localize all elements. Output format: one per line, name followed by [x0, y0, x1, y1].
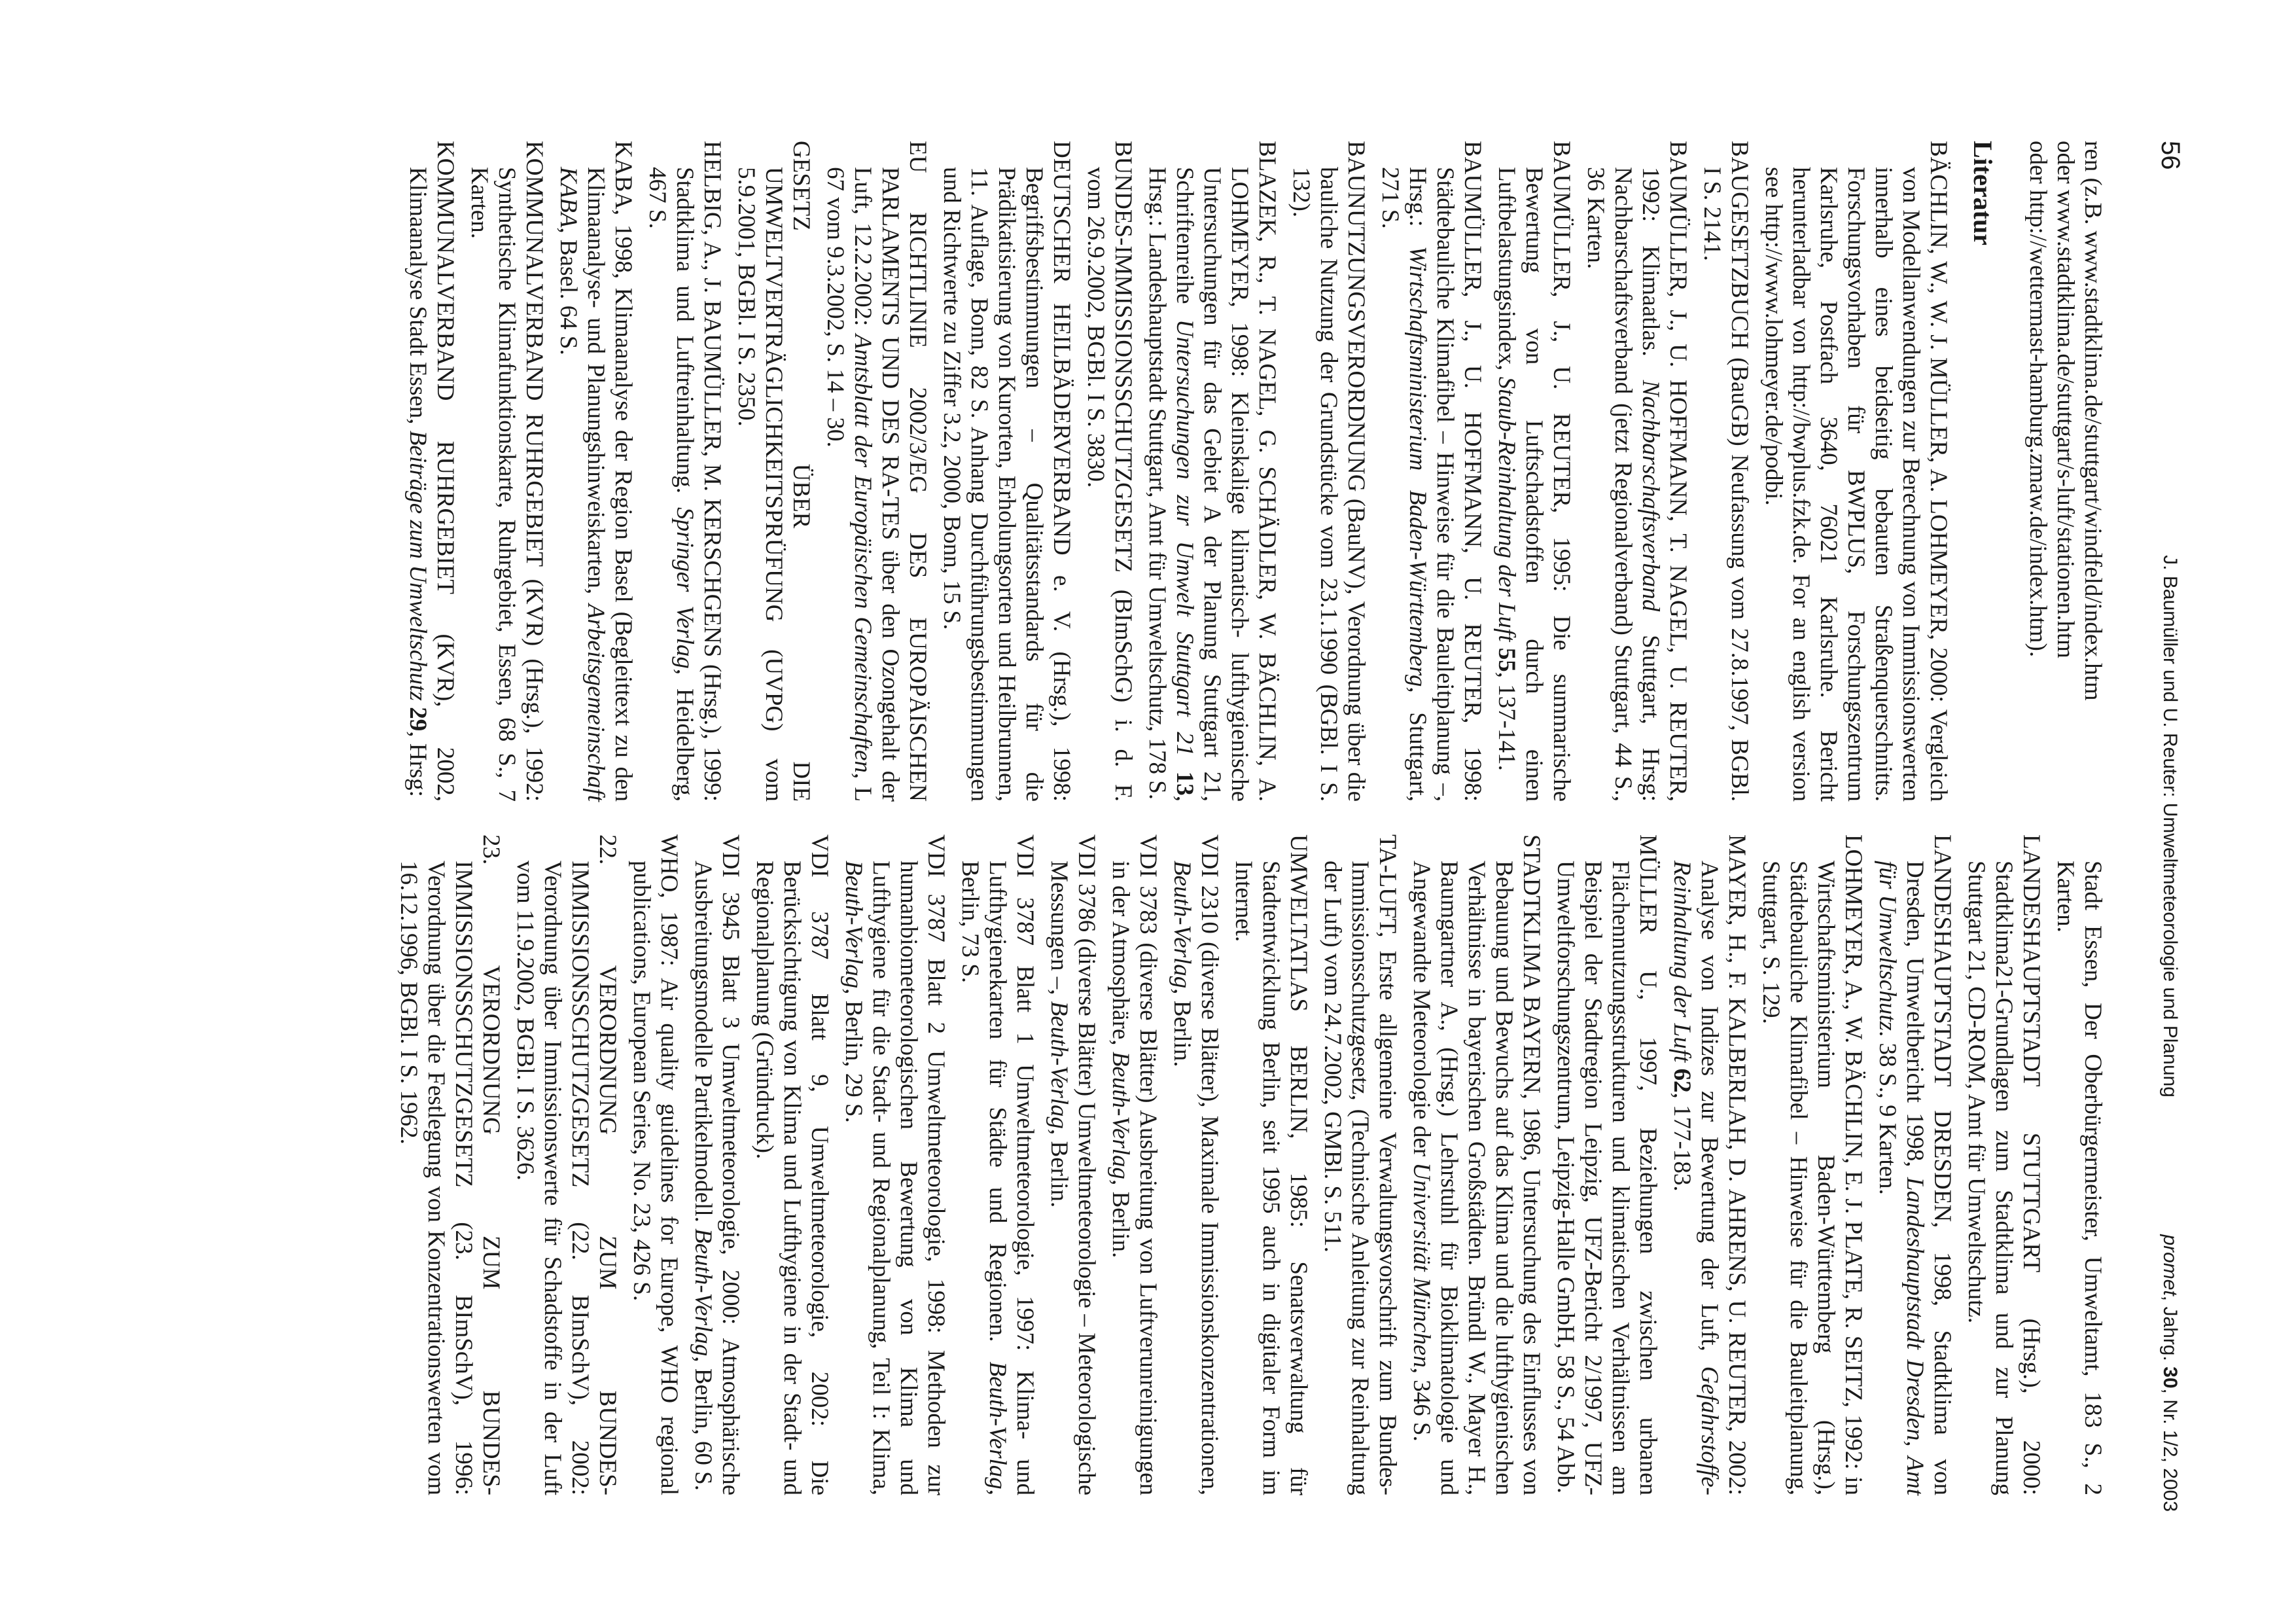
reference-entry: LOHMEYER, A., W. BÄCHLIN, E. J. PLATE, R. SEITZ, 1992: in Wirtschaftsministerium Baden-Württemberg (Hrsg.), Städtebauliche Klimafibel – Hinweise für die Bauleitplanung, Stuttgart, S. 129.: [1757, 834, 1867, 1495]
right-reference-list: [395, 834, 2106, 1495]
reference-entry: BAUMÜLLER, J., U. HOFFMANN, T. NAGEL, U. REUTER, 1992: Klimaatlas. Nachbarschaftsverband Stuttgart, Hrsg: Nachbarschaftsverband (jetzt Regionalverband) Stuttgart, 44 S., 36 Karten.: [1582, 141, 1691, 802]
reference-entry: VDI 2310 (diverse Blätter), Maximale Immissionskonzentrationen, Beuth-Verlag, Berlin.: [1169, 834, 1223, 1495]
reference-entry: BAUGESETZBUCH (BauGB) Neufassung vom 27.8.1997, BGBl. I S. 2141.: [1699, 141, 1753, 802]
intro-line: oder www.stadtklima.de/stuttgart/s-luft/stationen.htm: [2052, 141, 2079, 658]
reference-entry: VDI 3786 (diverse Blätter) Umweltmeteorologie – Meteorologische Messungen –, Beuth-Verlag, Berlin.: [1046, 834, 1100, 1495]
reference-entry: 23. VERORDNUNG ZUM BUNDES-IMMISSIONSSCHUTZGESETZ (23. BImSchV), 1996: Verordnung über die Festlegung von Konzentrationswerten vom 16.12.1996, BGBl. I S. 1962.: [395, 834, 504, 1495]
running-title: J. Baumüller und U. Reuter: Umweltmeteorologie und Planung: [2159, 555, 2181, 1097]
reference-entry: LANDESHAUPTSTADT STUTTGART (Hrsg.), 2000: Stadtklima21-Grundlagen zum Stadtklima und zur Planung Stuttgart 21, CD-ROM, Amt für Umweltschutz.: [1963, 834, 2045, 1495]
reference-entry: VDI 3945 Blatt 3 Umweltmeteorologie, 2000: Atmosphärische Ausbreitungsmodelle Partikelmodell. Beuth-Verlag, Berlin, 60 S.: [690, 834, 744, 1495]
reference-entry: VDI 3787 Blatt 2 Umweltmeteorologie, 1998: Methoden zur humanbiometeorologischen Bewertung von Klima und Lufthygiene für die Stadt- und Regionalplanung, Teil I: Klima, Beuth-Verlag, Berlin, 29 S.: [840, 834, 949, 1495]
reference-entry: 22. VERORDNUNG ZUM BUNDES-IMMISSIONSSCHUTZGESETZ (22. BImSchV), 2002: Verordnung über Immissionswerte für Schadstoffe in der Luft vom 11.9.2002, BGBl. I S. 3626.: [512, 834, 621, 1495]
intro-line: ren (z.B. www.stadtklima.de/stuttgart/windfeld/index.htm: [2079, 141, 2106, 701]
reference-entry: HELBIG, A., J. BAUMÜLLER, M. KERSCHGENS (Hrsg.), 1999: Stadtklima und Luftreinhaltung. Springer Verlag, Heidelberg, 467 S.: [644, 141, 726, 802]
reference-entry: KOMMUNALVERBAND RUHRGEBIET (KVR) (Hrsg.), 1992: Synthetische Klimafunktionskarte, Ruhrgebiet, Essen, 68 S., 7 Karten.: [466, 141, 548, 802]
page-number: 56: [2156, 141, 2185, 170]
reference-entry: MÜLLER U., 1997, Beziehungen zwischen urbanen Flächennutzungsstrukturen und klimatischen Verhältnissen am Beispiel der Stadtregion Leipzig, UFZ-Bericht 2/1997, UFZ-Umweltforschungszentrum, Leipzig-Halle GmbH, 58 S., 54 Abb.: [1552, 834, 1661, 1495]
journal-name: promet: [2159, 1234, 2181, 1296]
reference-entry: BAUMÜLLER, J., U. HOFFMANN, U. REUTER, 1998: Städtebauliche Klimafibel – Hinweise für die Bauleitplanung –, Hrsg.: Wirtschaftsministerium Baden-Württemberg, Stuttgart, 271 S.: [1377, 141, 1486, 802]
reference-entry: GESETZ ÜBER DIE UMWELTVERTRÄGLICHKEITSPRÜFUNG (UVPG) vom 5.9.2001, BGBl. I S. 2350.: [733, 141, 815, 802]
right-column: [388, 834, 2106, 1495]
journal-volume: 30: [2159, 1366, 2181, 1389]
reference-entry: BUNDES-IMMISSIONSSCHUTZGESETZ (BImSchG) i. d. F. vom 26.9.2002, BGBl. I S. 3830.: [1082, 141, 1137, 802]
reference-entry: WHO, 1987: Air quality guidelines for Europe, WHO regional publications, European Series, No. 23, 426 S.: [628, 834, 682, 1495]
reference-entry: KABA, 1998, Klimaanalyse der Region Basel (Begleittext zu den Klimaanalyse- und Planungshinweiskarten, Arbeitsgemeinschaft KABA, Basel. 64 S.: [555, 141, 637, 802]
reference-entry: VDI 3787 Blatt 1 Umweltmeteorologie, 1997: Klima- und Lufthygienekarten für Städte und Regionen. Beuth-Verlag, Berlin, 73 S.: [957, 834, 1038, 1495]
reference-entry: KOMMUNALVERBAND RUHRGEBIET (KVR), 2002, Klimaanalyse Stadt Essen, Beiträge zum Umweltschutz 29, Hrsg:: [404, 141, 459, 802]
left-column: [397, 141, 2106, 802]
reference-entry: BAUNUTZUNGSVERORDNUNG (BauNV), Verordnung über die bauliche Nutzung der Grundstücke vom 23.1.1990 (BGBl. I S. 132).: [1288, 141, 1369, 802]
intro-paragraph: [2024, 141, 2106, 802]
reference-entry: Stadt Essen, Der Oberbürgermeister, Umweltamt, 183 S., 2 Karten.: [2052, 861, 2106, 1495]
journal-issue: , Nr. 1/2, 2003: [2159, 1388, 2181, 1512]
reference-entry: UMWELTATLAS BERLIN, 1985: Senatsverwaltung für Stadtentwicklung Berlin, seit 1995 auch in digitaler Form im Internet.: [1230, 834, 1312, 1495]
page-header: [2146, 141, 2185, 1512]
reference-entry: BAUMÜLLER, J., U. REUTER, 1995: Die summarische Bewertung von Luftschadstoffen durch einen Luftbelastungsindex, Staub-Reinhaltung der Luft 55, 137-141.: [1493, 141, 1575, 802]
reference-entry: VDI 3787 Blatt 9, Umweltmeteorologie, 2002: Die Berücksichtigung von Klima und Lufthygiene in der Stadt- und Regionalplanung (Gründruck).: [751, 834, 833, 1495]
reference-entry: MAYER, H., F. KALBERLAH, D. AHRENS, U. REUTER, 2002: Analyse von Indizes zur Bewertung der Luft, Gefahrstoffe- Reinhaltung der Luft 62, 177-183.: [1669, 834, 1750, 1495]
reference-entry: TA-LUFT, Erste allgemeine Verwaltungsvorschrift zum Bundes-Immissionsschutzgesetz, (Technische Anleitung zur Reinhaltung der Luft) vom 24.7.2002, GMBl. S. 511.: [1319, 834, 1401, 1495]
intro-line: oder http://wettermast-hamburg.zmaw.de/index.htm).: [2024, 141, 2051, 658]
reference-entry: LANDESHAUPTSTADT DRESDEN, 1998, Stadtklima von Dresden, Umweltbericht 1998, Landeshauptstadt Dresden, Amt für Umweltschutz. 38 S., 9 Karten.: [1874, 834, 1956, 1496]
journal-year: , Jahrg.: [2159, 1295, 2181, 1367]
reference-entry: BÄCHLIN, W., W. J. MÜLLER, A. LOHMEYER, 2000: Vergleich von Modellanwendungen zur Berechnung von Immissionswerten innerhalb eines beidseitig bebauten Straßenquerschnitts. Forschungsvorhaben für BWPLUS, Forschungszentrum Karlsruhe, Postfach 3640, 76021 Karlsruhe. Bericht herunterladbar von http://bwplus.fzk.de. For an english version see http://www.lohmeyer.de/podbi.: [1760, 141, 1952, 802]
journal-reference: [2159, 1234, 2181, 1512]
reference-entry: EU RICHTLINIE 2002/3/EG DES EUROPÄISCHEN PARLAMENTS UND DES RA-TES über den Ozongehalt der Luft, 12.2.2002: Amtsblatt der Europäischen Gemeinschaften, L 67 vom 9.3.2002, S. 14 – 30.: [822, 141, 931, 802]
section-title-literatur: Literatur: [1968, 141, 1998, 245]
reference-entry: VDI 3783 (diverse Blätter) Ausbreitung von Luftverunreinigungen in der Atmosphäre, Beuth-Verlag, Berlin.: [1107, 834, 1161, 1495]
reference-entry: STADTKLIMA BAYERN, 1986, Untersuchung des Einflusses von Bebauung und Bewuchs auf das Klima und die lufthygienischen Verhältnisse in bayerischen Großstädten. Bründl W., Mayer H., Baumgartner A., (Hrsg.) Lehrstuhl für Bioklimatologie und Angewandte Meteorologie der Universität München, 346 S.: [1408, 834, 1545, 1495]
reference-entry: BLAZEK, R., T. NAGEL, G. SCHÄDLER, W. BÄCHLIN, A. LOHMEYER, 1998: Kleinskalige klimatisch- lufthygienische Untersuchungen für das Gebiet A der Planung Stuttgart 21, Schriftenreihe Untersuchungen zur Umwelt Stuttgart 21 13, Hrsg.: Landeshauptstadt Stuttgart, Amt für Umweltschutz, 178 S.: [1144, 141, 1280, 802]
reference-entry: DEUTSCHER HEILBÄDERVERBAND e. V. (Hrsg.), 1998: Begriffsbestimmungen – Qualitätsstandards für die Prädikatisierung von Kurorten, Erholungsorten und Heilbrunnen, 11. Auflage, Bonn, 82 S. Anhang Durchführungsbestimmungen und Richtwerte zu Ziffer 3.2, 2000, Bonn, 15 S.: [938, 141, 1075, 802]
left-reference-list: [404, 141, 1952, 802]
